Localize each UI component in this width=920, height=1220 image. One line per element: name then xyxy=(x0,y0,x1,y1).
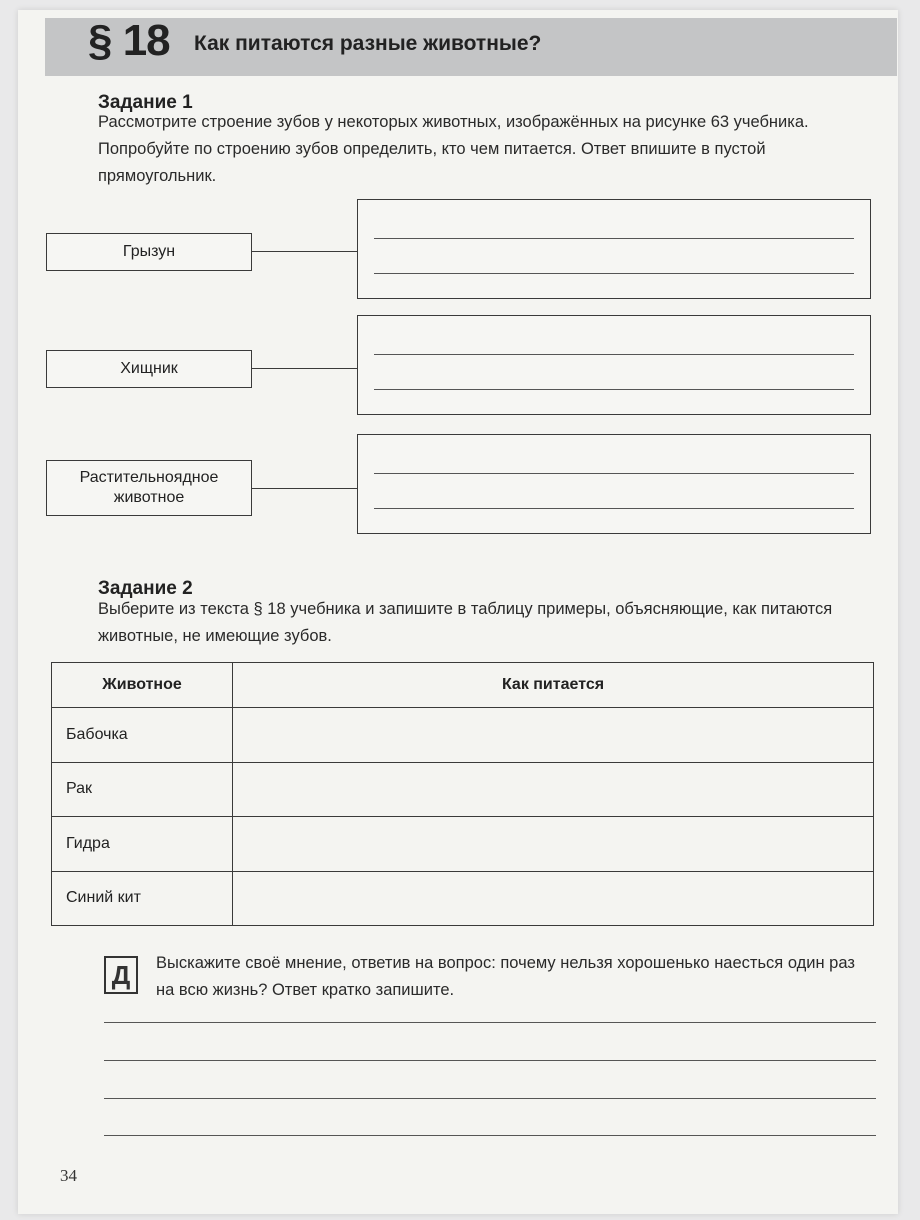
answer-line xyxy=(374,354,854,355)
task2-text: Выберите из текста § 18 учебника и запишите в таблицу примеры, объясняющие, как питаются животные, не имеющие зубов. xyxy=(98,600,833,645)
discussion-text: Выскажите своё мнение, ответив на вопрос: почему нельзя хорошенько наесться один раз на всю жизнь? Ответ кратко запишите. xyxy=(156,954,855,999)
label-box-herbivore xyxy=(46,460,252,516)
discussion-badge-letter: Д xyxy=(111,959,131,990)
answer-line xyxy=(374,389,854,390)
label-box-rodent xyxy=(46,233,252,271)
answer-line xyxy=(374,473,854,474)
label-box-predator xyxy=(46,350,252,388)
table-cell-animal: Синий кит xyxy=(52,871,233,926)
answer-line xyxy=(374,508,854,509)
task2-title: Задание 2 xyxy=(98,578,193,599)
label-rodent: Грызун xyxy=(122,243,176,260)
table-cell-animal: Гидра xyxy=(52,817,233,872)
answer-box-predator[interactable] xyxy=(357,315,871,415)
section-number: § 18 xyxy=(88,16,170,65)
table-cell-answer[interactable] xyxy=(233,708,874,763)
feeding-table xyxy=(51,662,874,926)
table-cell-animal: Бабочка xyxy=(52,708,233,763)
task1-text: Рассмотрите строение зубов у некоторых животных, изображённых на рисунке 63 учебника. Попробуйте по строению зубов определить, кто чем питается. Ответ впишите в пустой прямоугольник. xyxy=(98,113,809,185)
table-cell-answer[interactable] xyxy=(233,817,874,872)
page-number: 34 xyxy=(60,1166,77,1185)
table-row xyxy=(52,762,874,817)
answer-write-line[interactable] xyxy=(104,1060,876,1061)
label-predator: Хищник xyxy=(120,360,178,377)
answer-box-herbivore[interactable] xyxy=(357,434,871,534)
label-herbivore: Растительноядное животное xyxy=(79,469,219,506)
answer-line xyxy=(374,238,854,239)
table-header-animal: Животное xyxy=(52,663,233,708)
answer-write-line[interactable] xyxy=(104,1022,876,1023)
table-cell-answer[interactable] xyxy=(233,871,874,926)
answer-box-rodent[interactable] xyxy=(357,199,871,299)
table-cell-answer[interactable] xyxy=(233,762,874,817)
connector-rodent xyxy=(252,251,358,252)
answer-write-line[interactable] xyxy=(104,1135,876,1136)
page-title: Как питаются разные животные? xyxy=(194,32,542,55)
connector-predator xyxy=(252,368,358,369)
answer-line xyxy=(374,273,854,274)
answer-write-line[interactable] xyxy=(104,1098,876,1099)
task1-title: Задание 1 xyxy=(98,92,193,113)
table-row xyxy=(52,871,874,926)
table-header-row xyxy=(52,663,874,708)
table-row xyxy=(52,817,874,872)
table-header-how-feeds: Как питается xyxy=(233,663,874,708)
table-row xyxy=(52,708,874,763)
discussion-badge-icon xyxy=(104,956,138,994)
table-cell-animal: Рак xyxy=(52,762,233,817)
connector-herbivore xyxy=(252,488,358,489)
